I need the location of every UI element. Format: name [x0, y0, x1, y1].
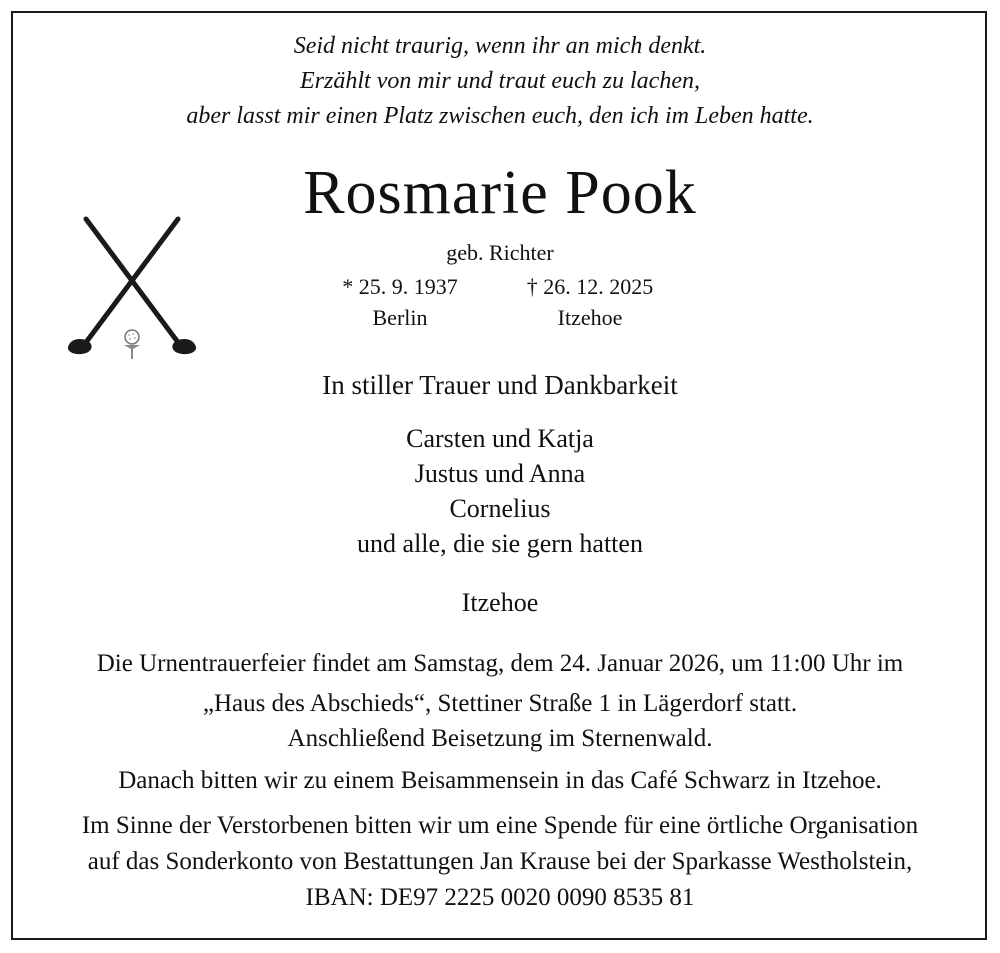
poem-line-3: aber lasst mir einen Platz zwischen euch, den ich im Leben hatte.: [186, 103, 814, 129]
mourner-1: Carsten und Katja: [406, 424, 594, 453]
mourner-2: Justus und Anna: [414, 459, 586, 488]
death-place: Itzehoe: [557, 305, 623, 330]
death-date: † 26. 12. 2025: [526, 274, 654, 299]
service-line-6: auf das Sonderkonto von Bestattungen Jan Krause bei der Sparkasse Westholstein,: [87, 848, 913, 875]
deceased-name: Rosmarie Pook: [303, 159, 697, 227]
mourning-line: In stiller Trauer und Dankbarkeit: [322, 370, 678, 400]
location: Itzehoe: [461, 588, 539, 617]
service-line-5: Im Sinne der Verstorbenen bitten wir um eine Spende für eine örtliche Organisation: [81, 812, 919, 839]
mourner-3: Cornelius: [449, 494, 551, 523]
service-line-4: Danach bitten wir zu einem Beisammensein in das Café Schwarz in Itzehoe.: [118, 767, 882, 794]
service-line-2: „Haus des Abschieds“, Stettiner Straße 1 in Lägerdorf statt.: [202, 690, 798, 717]
birth-date: * 25. 9. 1937: [342, 274, 458, 299]
poem-line-1: Seid nicht traurig, wenn ihr an mich denkt.: [293, 33, 707, 59]
service-line-7: IBAN: DE97 2225 0020 0090 8535 81: [305, 884, 695, 911]
service-line-3: Anschließend Beisetzung im Sternenwald.: [287, 725, 713, 752]
mourner-4: und alle, die sie gern hatten: [357, 529, 643, 558]
birth-place: Berlin: [372, 305, 428, 330]
crossed-golf-clubs-icon: [62, 213, 202, 363]
maiden-name: geb. Richter: [446, 240, 554, 265]
poem-line-2: Erzählt von mir und traut euch zu lachen,: [300, 68, 700, 94]
service-line-1: Die Urnentrauerfeier findet am Samstag, dem 24. Januar 2026, um 11:00 Uhr im: [96, 650, 904, 677]
